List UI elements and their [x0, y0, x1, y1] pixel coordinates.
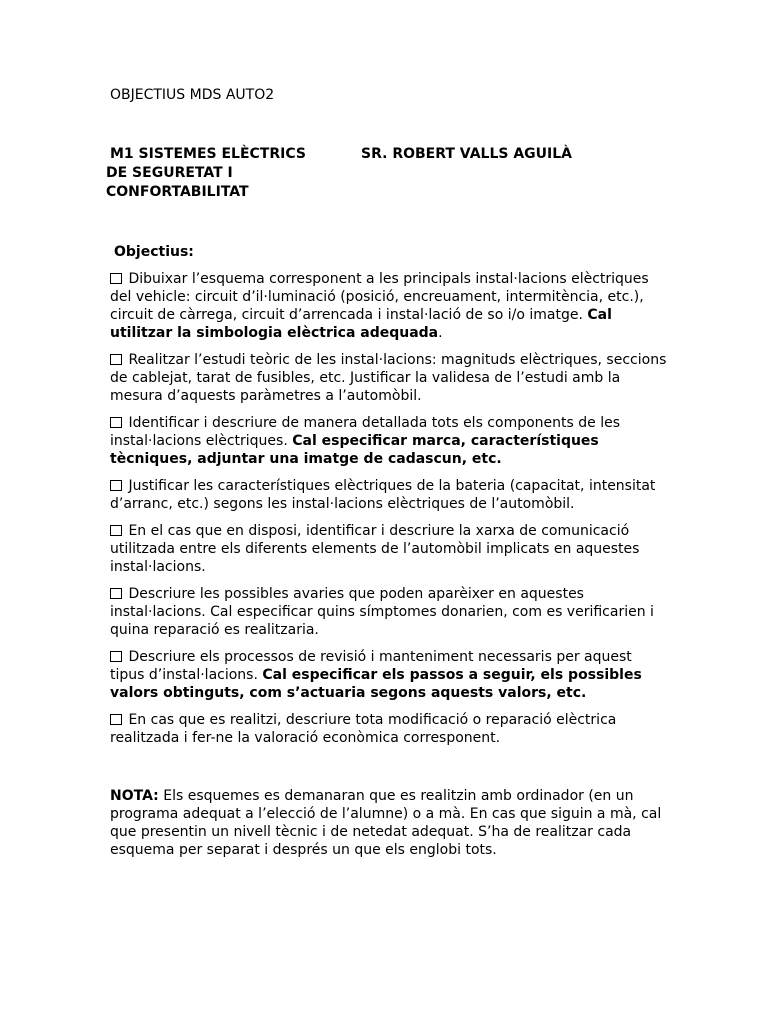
checkbox-bullet-icon — [110, 651, 122, 662]
list-item: Descriure els processos de revisió i manteniment necessaris per aquest tipus d’instal·lacions. Cal especificar els passos a seguir, els possibles valors obtinguts, com s’actuaria segons aquests valors, etc. — [110, 649, 642, 701]
checkbox-bullet-icon — [110, 354, 122, 365]
note-label: NOTA: — [110, 788, 159, 804]
list-item: Justificar les característiques elèctriques de la bateria (capacitat, intensitat d’arranc, etc.) segons les instal·lacions elèctriques de l’automòbil. — [110, 478, 656, 512]
checkbox-bullet-icon — [110, 273, 122, 284]
module-line-2: DE SEGURETAT I — [106, 165, 233, 181]
objectives-list — [110, 270, 670, 756]
checkbox-bullet-icon — [110, 588, 122, 599]
checkbox-bullet-icon — [110, 714, 122, 725]
note-paragraph — [110, 787, 670, 859]
module-line-1: M1 SISTEMES ELÈCTRICS — [110, 146, 306, 162]
teacher-name: SR. ROBERT VALLS AGUILÀ — [361, 146, 572, 162]
list-item: En cas que es realitzi, descriure tota modificació o reparació elèctrica realitzada i fer-ne la valoració econòmica corresponent. — [110, 712, 617, 746]
document-title: OBJECTIUS MDS AUTO2 — [110, 87, 275, 103]
list-item: Descriure les possibles avaries que poden aparèixer en aquestes instal·lacions. Cal especificar quins símptomes donarien, com es verificarien i quina reparació es realitzaria. — [110, 586, 654, 638]
list-item: Realitzar l’estudi teòric de les instal·lacions: magnituds elèctriques, seccions de cablejat, tarat de fusibles, etc. Justificar la validesa de l’estudi amb la mesura d’aquests paràmetres a l’automòbil. — [110, 352, 667, 404]
list-item: Identificar i descriure de manera detallada tots els components de les instal·lacions elèctriques. Cal especificar marca, característiques tècniques, adjuntar una imatge de cadascun, etc. — [110, 415, 621, 467]
checkbox-bullet-icon — [110, 480, 122, 491]
module-line-3: CONFORTABILITAT — [106, 184, 249, 200]
checkbox-bullet-icon — [110, 525, 122, 536]
note-text: Els esquemes es demanaran que es realitzin amb ordinador (en un programa adequat a l’elecció de l’alumne) o a mà. En cas que siguin a mà, cal que presentin un nivell tècnic i de netedat adequat. S’ha de realitzar cada esquema per separat i després un que els englobi tots. — [110, 788, 662, 858]
list-item: En el cas que en disposi, identificar i descriure la xarxa de comunicació utilitzada entre els diferents elements de l’automòbil implicats en aquestes instal·lacions. — [110, 523, 640, 575]
objectives-heading: Objectius: — [114, 244, 194, 260]
checkbox-bullet-icon — [110, 417, 122, 428]
module-name — [106, 145, 356, 202]
list-item: Dibuixar l’esquema corresponent a les principals instal·lacions elèctriques del vehicle: circuit d’il·luminació (posició, encreuament, intermitència, etc.), circuit de càrrega, circuit d’arrencada i instal·lació de so i/o imatge. Cal utilitzar la simbologia elèctrica adequada. — [110, 271, 649, 341]
